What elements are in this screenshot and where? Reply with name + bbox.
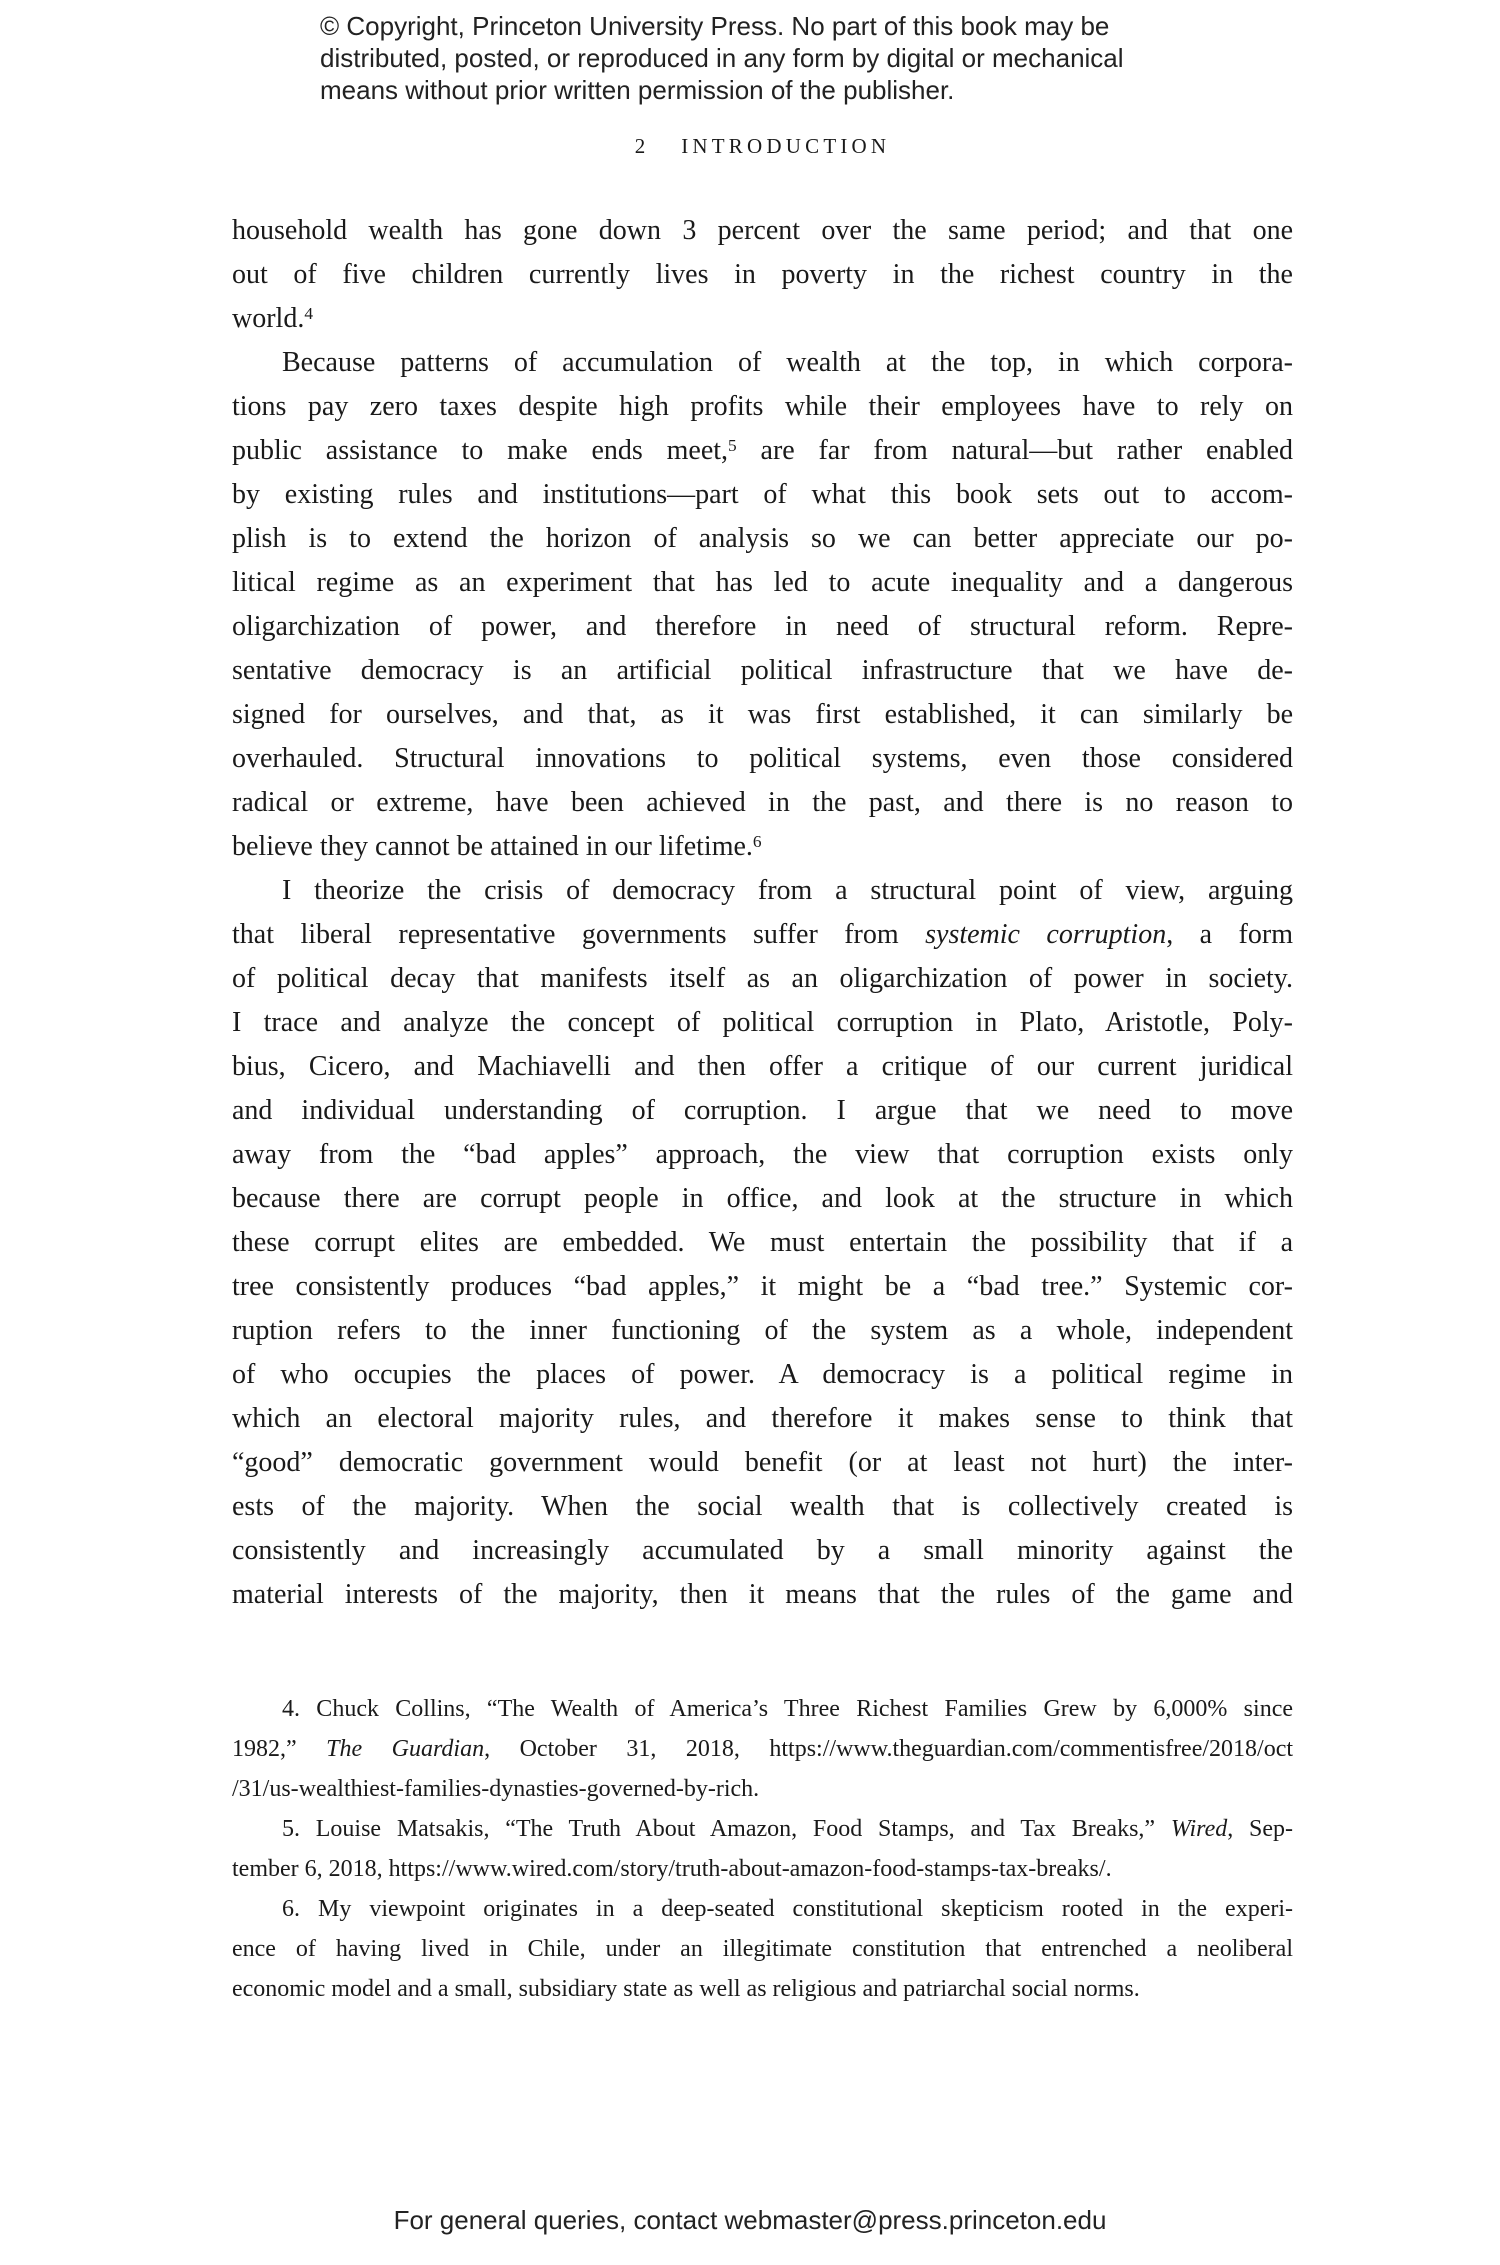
text-line: 5. Louise Matsakis, “The Truth About Amazon, Food Stamps, and Tax Breaks,” Wired, Sep- xyxy=(282,1816,1293,1842)
text-line: of who occupies the places of power. A democracy is a political regime in xyxy=(232,1359,1293,1390)
text-line: economic model and a small, subsidiary state as well as religious and patriarchal social norms. xyxy=(232,1976,1140,2002)
copyright-line: distributed, posted, or reproduced in any form by digital or mechanical xyxy=(320,43,1124,73)
copyright-line: means without prior written permission of the publisher. xyxy=(320,75,955,105)
text-line: tember 6, 2018, https://www.wired.com/story/truth-about-amazon-food-stamps-tax-breaks/. xyxy=(232,1856,1112,1882)
text-line: 1982,” The Guardian, October 31, 2018, https://www.theguardian.com/commentisfree/2018/oct xyxy=(232,1736,1294,1762)
text-line: litical regime as an experiment that has led to acute inequality and a dangerous xyxy=(232,567,1293,598)
text-line: ests of the majority. When the social wealth that is collectively created is xyxy=(232,1491,1293,1522)
running-head xyxy=(232,134,1293,159)
text-line: I theorize the crisis of democracy from a structural point of view, arguing xyxy=(282,875,1293,906)
text-line: of political decay that manifests itself as an oligarchization of power in society. xyxy=(232,963,1293,994)
text-line: world.$^4$ xyxy=(232,303,314,334)
footnote-section xyxy=(232,1689,1293,2009)
text-line: signed for ourselves, and that, as it was first established, it can similarly be xyxy=(232,699,1293,730)
text-line: away from the “bad apples” approach, the view that corruption exists only xyxy=(232,1139,1293,1170)
text-line: overhauled. Structural innovations to political systems, even those considered xyxy=(232,743,1293,774)
copyright-line: © Copyright, Princeton University Press. No part of this book may be xyxy=(320,11,1110,41)
chapter-title: INTRODUCTION xyxy=(681,134,891,158)
page-number: 2 xyxy=(634,134,646,158)
text-line: I trace and analyze the concept of political corruption in Plato, Aristotle, Poly- xyxy=(232,1007,1293,1038)
text-line: consistently and increasingly accumulated by a small minority against the xyxy=(232,1535,1293,1566)
text-line: that liberal representative governments suffer from systemic corruption, a form xyxy=(232,919,1293,950)
text-line: ence of having lived in Chile, under an illegitimate constitution that entrenched a neoliberal xyxy=(232,1936,1293,1962)
text-line: Because patterns of accumulation of wealth at the top, in which corpora- xyxy=(282,347,1293,378)
footnote-reference: 4 xyxy=(304,304,314,324)
text-line: plish is to extend the horizon of analysis so we can better appreciate our po- xyxy=(232,523,1293,554)
text-line: out of five children currently lives in poverty in the richest country in the xyxy=(232,259,1293,290)
text-line: household wealth has gone down 3 percent over the same period; and that one xyxy=(232,215,1293,246)
text-line: by existing rules and institutions—part of what this book sets out to accom- xyxy=(232,479,1293,510)
text-line: /31/us-wealthiest-families-dynasties-governed-by-rich. xyxy=(232,1776,760,1802)
text-line: ruption refers to the inner functioning of the system as a whole, independent xyxy=(232,1315,1293,1346)
footer-contact-text: For general queries, contact webmaster@press.princeton.edu xyxy=(393,2205,1107,2235)
text-line: these corrupt elites are embedded. We must entertain the possibility that if a xyxy=(232,1227,1293,1258)
text-line: sentative democracy is an artificial political infrastructure that we have de- xyxy=(232,655,1293,686)
text-line: oligarchization of power, and therefore in need of structural reform. Repre- xyxy=(232,611,1293,642)
body-text xyxy=(232,209,1293,1617)
text-line: public assistance to make ends meet,$^5$ are far from natural—but rather enabled xyxy=(232,435,1294,466)
footnote-reference: 5 xyxy=(728,436,737,456)
text-line: material interests of the majority, then it means that the rules of the game and xyxy=(232,1579,1293,1610)
text-line: 6. My viewpoint originates in a deep-seated constitutional skepticism rooted in the experi- xyxy=(282,1896,1293,1922)
copyright-notice xyxy=(320,10,1220,106)
text-line: bius, Cicero, and Machiavelli and then offer a critique of our current juridical xyxy=(232,1051,1293,1082)
text-line: 4. Chuck Collins, “The Wealth of America’s Three Richest Families Grew by 6,000% since xyxy=(282,1696,1293,1722)
text-line: and individual understanding of corruption. I argue that we need to move xyxy=(232,1095,1293,1126)
text-line: because there are corrupt people in office, and look at the structure in which xyxy=(232,1183,1293,1214)
text-line: believe they cannot be attained in our lifetime.$^6$ xyxy=(232,831,762,862)
text-line: “good” democratic government would benefit (or at least not hurt) the inter- xyxy=(232,1447,1293,1478)
text-line: tree consistently produces “bad apples,” it might be a “bad tree.” Systemic cor- xyxy=(232,1271,1293,1302)
text-line: radical or extreme, have been achieved in the past, and there is no reason to xyxy=(232,787,1293,818)
text-line: tions pay zero taxes despite high profits while their employees have to rely on xyxy=(232,391,1293,422)
text-line: which an electoral majority rules, and therefore it makes sense to think that xyxy=(232,1403,1293,1434)
footnote-reference: 6 xyxy=(752,832,762,852)
